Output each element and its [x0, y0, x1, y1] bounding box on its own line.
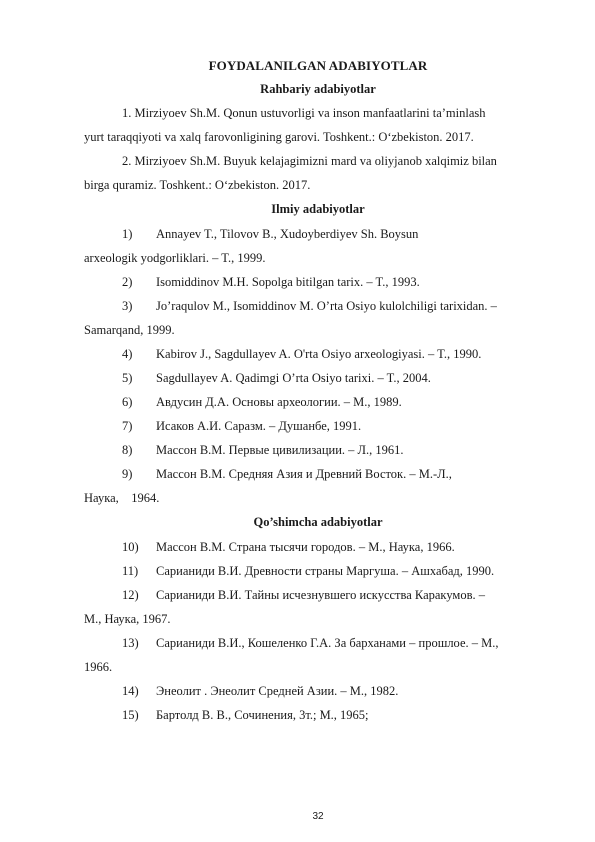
reference-text: Массон В.М. Страна тысячи городов. – М., Наука, 1966.: [156, 540, 455, 554]
reference-number: 7): [122, 419, 133, 433]
reference-text: Annayev T., Tilovov B., Xudoyberdiyev Sh. Boysun: [156, 227, 419, 241]
reference-text: Sagdullayev A. Qadimgi O’rta Osiyo tarixi. – T., 2004.: [156, 371, 431, 385]
reference-line: 1. Mirziyoev Sh.M. Qonun ustuvorligi va inson manfaatlarini ta’minlash: [122, 106, 486, 120]
reference-continuation: Наука, 1964.: [84, 491, 160, 505]
reference-text: Массон В.М. Средняя Азия и Древний Восток. – М.-Л.,: [156, 467, 452, 481]
reference-number: 1): [122, 227, 133, 241]
section-heading-ilmiy: Ilmiy adabiyotlar: [271, 202, 365, 216]
reference-number: 2): [122, 275, 133, 289]
reference-text: Исаков А.И. Саразм. – Душанбе, 1991.: [156, 419, 362, 433]
reference-continuation: Samarqand, 1999.: [84, 323, 175, 337]
reference-number: 10): [122, 540, 139, 554]
reference-continuation: 1966.: [84, 660, 113, 674]
reference-text: Массон В.М. Первые цивилизации. – Л., 1961.: [156, 443, 404, 457]
reference-number: 15): [122, 708, 139, 722]
reference-number: 9): [122, 467, 133, 481]
reference-line: 2. Mirziyoev Sh.M. Buyuk kelajagimizni mard va oliyjanob xalqimiz bilan: [122, 154, 497, 168]
reference-continuation: arxeologik yodgorliklari. – T., 1999.: [84, 251, 266, 265]
page-number: 32: [312, 811, 324, 822]
reference-continuation: М., Наука, 1967.: [84, 612, 171, 626]
reference-text: Сарианиди В.И. Древности страны Маргуша. – Ашхабад, 1990.: [156, 564, 495, 578]
reference-text: Бартолд В. В., Сочинения, 3т.; М., 1965;: [156, 708, 369, 722]
section-heading-rahbariy: Rahbariy adabiyotlar: [260, 82, 376, 96]
reference-number: 3): [122, 299, 133, 313]
reference-text: Энеолит . Энеолит Средней Азии. – М., 1982.: [156, 684, 399, 698]
reference-text: Isomiddinov M.H. Sopolga bitilgan tarix. – T., 1993.: [156, 275, 420, 289]
reference-line: yurt taraqqiyoti va xalq farovonligining garovi. Toshkent.: O‘zbekiston. 2017.: [84, 130, 474, 144]
reference-number: 12): [122, 588, 139, 602]
reference-number: 14): [122, 684, 139, 698]
reference-number: 4): [122, 347, 133, 361]
reference-number: 13): [122, 636, 139, 650]
reference-text: Авдусин Д.А. Основы археологии. – М., 1989.: [156, 395, 402, 409]
reference-number: 6): [122, 395, 133, 409]
page-title: FOYDALANILGAN ADABIYOTLAR: [208, 58, 428, 73]
reference-number: 5): [122, 371, 133, 385]
reference-number: 8): [122, 443, 133, 457]
reference-line: birga quramiz. Toshkent.: O‘zbekiston. 2017.: [84, 178, 311, 192]
reference-text: Сарианиди В.И. Тайны исчезнувшего искусства Каракумов. –: [156, 588, 485, 602]
reference-text: Jo’raqulov M., Isomiddinov M. O’rta Osiyo kulolchiligi tarixidan. –: [156, 299, 497, 313]
reference-number: 11): [122, 564, 139, 578]
reference-text: Kabirov J., Sagdullayev A. O'rta Osiyo arxeologiyasi. – T., 1990.: [156, 347, 482, 361]
reference-text: Сарианиди В.И., Кошеленко Г.А. За барханами – прошлое. – М.,: [156, 636, 499, 650]
section-heading-qoshimcha: Qo’shimcha adabiyotlar: [253, 515, 383, 529]
